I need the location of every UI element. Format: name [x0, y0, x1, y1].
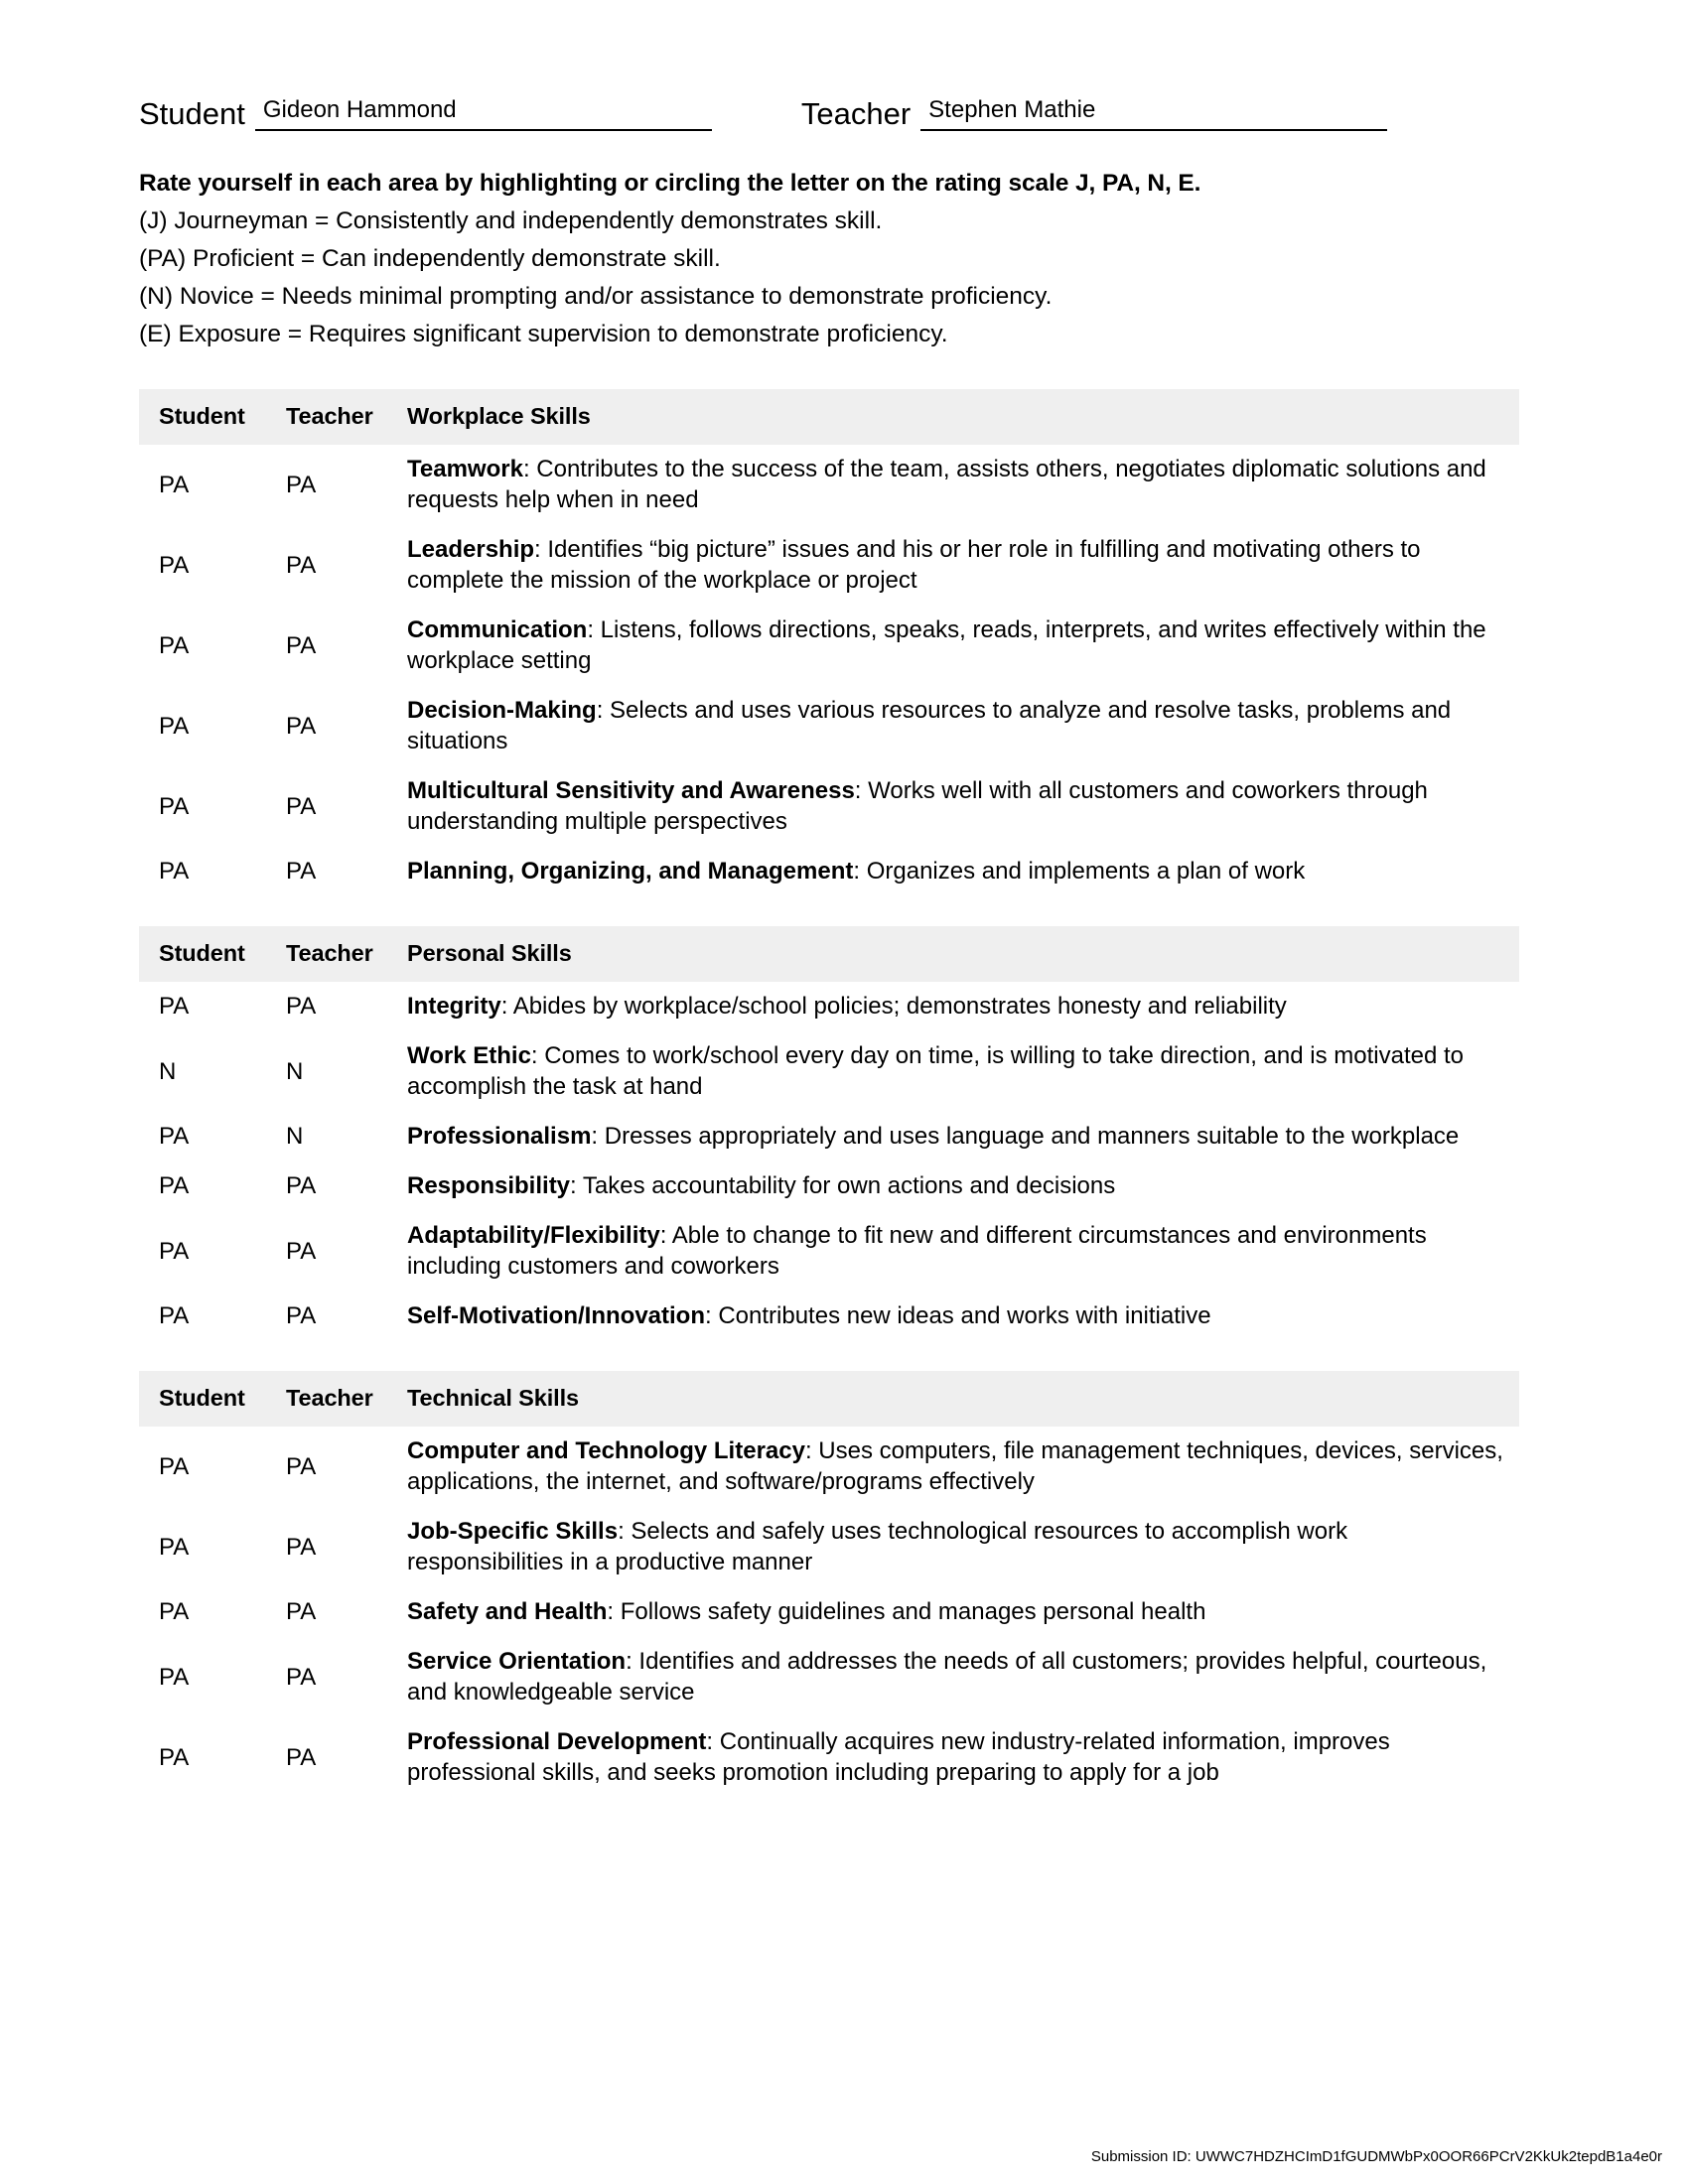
skill-name: Work Ethic — [407, 1042, 531, 1069]
skill-description — [403, 606, 1519, 686]
table-row — [139, 1031, 1519, 1112]
student-rating[interactable]: PA — [159, 993, 190, 1020]
instructions-block — [139, 165, 1549, 353]
skill-description — [403, 1587, 1519, 1637]
student-rating[interactable]: PA — [159, 1743, 190, 1771]
workplace-skills-body — [139, 445, 1519, 896]
student-rating[interactable]: PA — [159, 712, 190, 740]
teacher-rating[interactable]: PA — [286, 792, 317, 820]
submission-id: Submission ID: UWWC7HDZHCImD1fGUDMWbPx0OOR66PCrV2KkUk2tepdB1a4e0r — [1090, 2148, 1662, 2165]
personal-skills-table — [139, 926, 1519, 1341]
table-row — [139, 1637, 1519, 1717]
teacher-rating[interactable]: PA — [286, 471, 317, 498]
student-rating[interactable]: PA — [159, 1302, 190, 1329]
skill-description — [403, 1112, 1519, 1161]
skill-name: Integrity — [407, 993, 501, 1020]
skill-description — [403, 1717, 1519, 1798]
skill-name: Leadership — [407, 536, 535, 563]
teacher-rating[interactable]: PA — [286, 858, 317, 885]
skill-detail: : Dresses appropriately and uses language and manners suitable to the workplace — [591, 1123, 1460, 1150]
skill-detail: : Works well with all customers and coworkers through understanding multiple perspectives — [407, 777, 1428, 835]
teacher-rating[interactable]: PA — [286, 551, 317, 579]
name-fields-row — [139, 0, 1549, 131]
student-rating[interactable]: PA — [159, 858, 190, 885]
skill-detail: : Abides by workplace/school policies; demonstrates honesty and reliability — [500, 993, 1287, 1020]
skill-name: Communication — [407, 616, 588, 643]
skill-description — [403, 686, 1519, 766]
skill-name: Planning, Organizing, and Management — [407, 858, 854, 885]
skill-description — [403, 1507, 1519, 1587]
table-row — [139, 1211, 1519, 1292]
table-row — [139, 1161, 1519, 1211]
skill-description — [403, 1637, 1519, 1717]
personal-skills-body — [139, 982, 1519, 1341]
skill-name: Adaptability/Flexibility — [407, 1222, 660, 1249]
table-header-row — [139, 1371, 1519, 1427]
scale-line-exposure: (E) Exposure = Requires significant supervision to demonstrate proficiency. — [139, 321, 948, 347]
student-rating[interactable]: PA — [159, 1663, 190, 1691]
skill-name: Decision-Making — [407, 697, 597, 724]
student-rating[interactable]: PA — [159, 631, 190, 659]
skill-description — [403, 525, 1519, 606]
skill-name: Responsibility — [407, 1172, 571, 1199]
student-name-value: Gideon Hammond — [262, 96, 457, 123]
skill-description — [403, 847, 1519, 896]
table-row — [139, 766, 1519, 847]
student-rating[interactable]: PA — [159, 551, 190, 579]
student-rating[interactable]: N — [159, 1057, 177, 1085]
table-row — [139, 1507, 1519, 1587]
skill-description — [403, 445, 1519, 525]
skill-name: Service Orientation — [407, 1648, 627, 1675]
skill-description — [403, 1161, 1519, 1211]
table-row — [139, 1427, 1519, 1507]
teacher-rating[interactable]: PA — [286, 1598, 317, 1625]
scale-line-novice: (N) Novice = Needs minimal prompting and/or assistance to demonstrate proficiency. — [139, 283, 1053, 310]
skill-name: Professionalism — [407, 1123, 592, 1150]
teacher-name-field[interactable] — [920, 97, 1387, 131]
skill-detail: : Takes accountability for own actions and decisions — [570, 1172, 1116, 1199]
scale-line-journeyman: (J) Journeyman = Consistently and independently demonstrates skill. — [139, 207, 883, 234]
header-student: Student — [159, 940, 245, 966]
skill-name: Safety and Health — [407, 1598, 608, 1625]
student-rating[interactable]: PA — [159, 1237, 190, 1265]
teacher-rating[interactable]: PA — [286, 1452, 317, 1480]
skill-description — [403, 1031, 1519, 1112]
student-field-label: Student — [139, 96, 245, 131]
header-student: Student — [159, 403, 245, 429]
skill-name: Teamwork — [407, 456, 523, 482]
skill-detail: : Contributes to the success of the team, assists others, negotiates diplomatic solutions and requests help when in need — [407, 456, 1486, 513]
table-row — [139, 606, 1519, 686]
skill-detail: : Comes to work/school every day on time, is willing to take direction, and is motivated to accomplish the task at hand — [407, 1042, 1465, 1100]
teacher-rating[interactable]: PA — [286, 1172, 317, 1199]
table-header-row — [139, 389, 1519, 445]
table-row — [139, 525, 1519, 606]
skill-name: Professional Development — [407, 1728, 707, 1755]
table-row — [139, 982, 1519, 1031]
skill-detail: : Identifies and addresses the needs of all customers; provides helpful, courteous, and knowledgeable service — [407, 1648, 1487, 1706]
table-row — [139, 1587, 1519, 1637]
skill-detail: : Contributes new ideas and works with initiative — [705, 1302, 1211, 1329]
teacher-rating[interactable]: PA — [286, 993, 317, 1020]
table-row — [139, 686, 1519, 766]
skill-description — [403, 1427, 1519, 1507]
student-name-field[interactable] — [255, 97, 712, 131]
skill-detail: : Follows safety guidelines and manages personal health — [607, 1598, 1206, 1625]
table-row — [139, 445, 1519, 525]
workplace-skills-table — [139, 389, 1519, 896]
technical-skills-body — [139, 1427, 1519, 1798]
teacher-name-value: Stephen Mathie — [928, 96, 1096, 123]
student-rating[interactable]: PA — [159, 1123, 190, 1150]
header-teacher: Teacher — [286, 403, 373, 429]
skill-detail: : Organizes and implements a plan of work — [853, 858, 1306, 885]
student-rating[interactable]: PA — [159, 1172, 190, 1199]
student-rating[interactable]: PA — [159, 792, 190, 820]
teacher-rating[interactable]: PA — [286, 631, 317, 659]
skill-name: Self-Motivation/Innovation — [407, 1302, 705, 1329]
header-section-title: Workplace Skills — [407, 403, 591, 429]
teacher-field-label: Teacher — [800, 96, 912, 131]
skill-detail: : Continually acquires new industry-related information, improves professional skills, and seeks promotion including preparing to apply for a job — [407, 1728, 1390, 1786]
skill-detail: : Identifies “big picture” issues and his or her role in fulfilling and motivating others to complete the mission of the workplace or project — [407, 536, 1421, 594]
student-rating[interactable]: PA — [159, 471, 190, 498]
header-teacher: Teacher — [286, 1385, 373, 1411]
table-row — [139, 1292, 1519, 1341]
student-rating[interactable]: PA — [159, 1598, 190, 1625]
teacher-rating[interactable]: PA — [286, 1663, 317, 1691]
skill-detail: : Uses computers, file management techniques, devices, services, applications, the internet, and software/programs effectively — [407, 1437, 1503, 1495]
skill-name: Job-Specific Skills — [407, 1518, 619, 1545]
table-row — [139, 847, 1519, 896]
instructions-title: Rate yourself in each area by highlighting or circling the letter on the rating scale J, PA, N, E. — [139, 170, 1201, 197]
header-student: Student — [159, 1385, 245, 1411]
student-rating[interactable]: PA — [159, 1452, 190, 1480]
skill-detail: : Listens, follows directions, speaks, reads, interprets, and writes effectively within the workplace setting — [407, 616, 1486, 674]
teacher-rating[interactable]: N — [286, 1057, 304, 1085]
teacher-rating[interactable]: PA — [286, 1533, 317, 1561]
skill-detail: : Selects and safely uses technological resources to accomplish work responsibilities in a productive manner — [407, 1518, 1348, 1575]
table-row — [139, 1717, 1519, 1798]
technical-skills-table — [139, 1371, 1519, 1798]
teacher-rating[interactable]: PA — [286, 1302, 317, 1329]
table-header-row — [139, 926, 1519, 982]
teacher-rating[interactable]: PA — [286, 1237, 317, 1265]
skill-name: Computer and Technology Literacy — [407, 1437, 805, 1464]
scale-line-proficient: (PA) Proficient = Can independently demonstrate skill. — [139, 245, 721, 272]
skill-detail: : Able to change to fit new and different circumstances and environments including customers and coworkers — [407, 1222, 1427, 1280]
skill-description — [403, 1292, 1519, 1341]
teacher-rating[interactable]: N — [286, 1123, 304, 1150]
header-section-title: Personal Skills — [407, 940, 572, 966]
skill-description — [403, 766, 1519, 847]
table-row — [139, 1112, 1519, 1161]
teacher-rating[interactable]: PA — [286, 712, 317, 740]
header-section-title: Technical Skills — [407, 1385, 579, 1411]
skill-description — [403, 1211, 1519, 1292]
student-rating[interactable]: PA — [159, 1533, 190, 1561]
skill-detail: : Selects and uses various resources to analyze and resolve tasks, problems and situations — [407, 697, 1452, 754]
skill-name: Multicultural Sensitivity and Awareness — [407, 777, 855, 804]
skill-description — [403, 982, 1519, 1031]
header-teacher: Teacher — [286, 940, 373, 966]
teacher-rating[interactable]: PA — [286, 1743, 317, 1771]
